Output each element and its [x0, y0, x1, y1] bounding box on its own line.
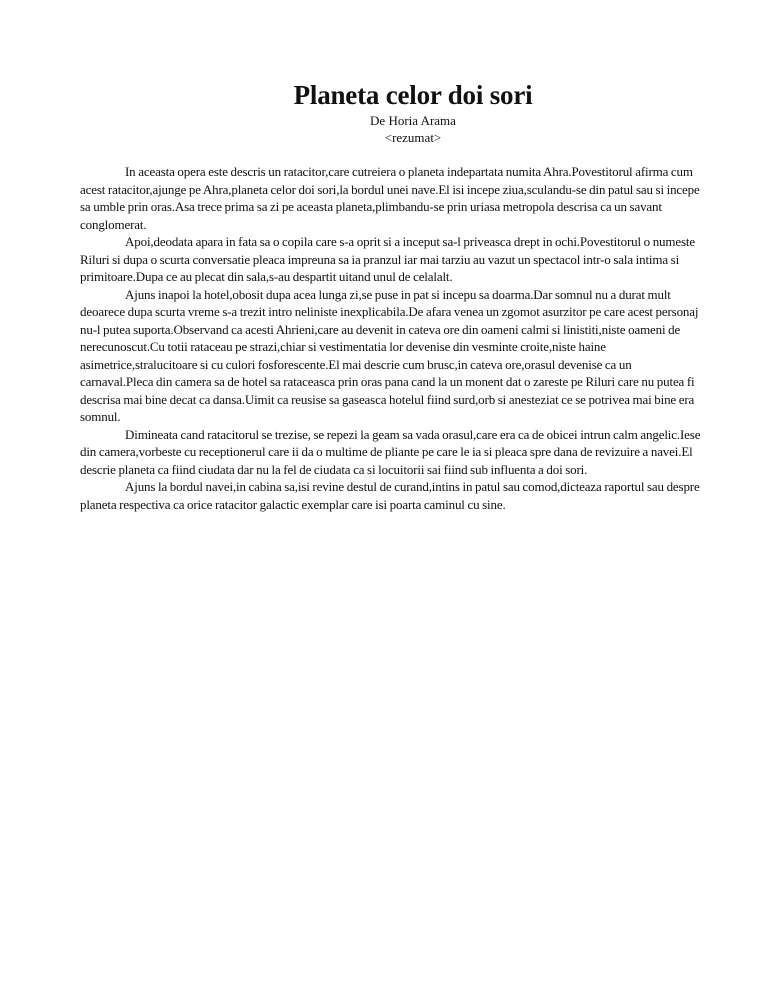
document-author: De Horia Arama [370, 113, 456, 128]
paragraph: Ajuns la bordul navei,in cabina sa,isi revine destul de curand,intins in patul sau comod,dicteaza raportul sau despre planeta respectiva ca orice ratacitor galactic exemplar care isi poarta caminul cu sine. [80, 479, 700, 512]
paragraph: Apoi,deodata apara in fata sa o copila care s-a oprit si a inceput sa-l priveasca drept in ochi.Povestitorul o numeste Riluri si dupa o scurta conversatie pleaca impreuna sa ia pranzul iar mai tarziu au vazut un spectacol intr-o sala intima si primitoare.Dupa ce au plecat din sala,s-au despartit uitand unul de celalalt. [80, 234, 695, 284]
paragraph: In aceasta opera este descris un ratacitor,care cutreiera o planeta indepartata numita Ahra.Povestitorul afirma cum acest ratacitor,ajunge pe Ahra,planeta celor doi sori,la bordul unei nave.El isi incepe ziua,sculandu-se din patul sau si incepe sa umble prin oras.Asa trece prima sa zi pe aceasta planeta,plimbandu-se prin uriasa metropola descrisa ca un savant conglomerat. [80, 164, 700, 232]
document-title: Planeta celor doi sori [293, 80, 533, 110]
document-note: <rezumat> [384, 130, 442, 145]
paragraph: Ajuns inapoi la hotel,obosit dupa acea lunga zi,se puse in pat si incepu sa doarma.Dar somnul nu a durat mult deoarece dupa scurta vreme s-a trezit intro neliniste inexplicabila.De afara venea un zgomot asurzitor pe care acest personaj nu-l putea suporta.Observand ca acesti Ahrieni,care au devenit in cateva ore din oameni calmi si linistiti,niste oameni de nerecunoscut.Cu totii rataceau pe strazi,chiar si vestimentatia lor devenise din vesminte croite,niste haine asimetrice,stralucitoare si cu culori fosforescente.El mai descrie cum brusc,in cateva ore,orasul devenise ca un carnaval.Pleca din camera sa de hotel sa rataceasca prin oras pana cand la un monent dat o zareste pe Riluri care nu putea fi descrisa mai bine decat ca dansa.Uimit ca reusise sa gaseasca hotelul fiind surd,orb si anesteziat ce se potrivea mai bine era somnul. [80, 286, 699, 424]
document-body [80, 163, 702, 513]
paragraph: Dimineata cand ratacitorul se trezise, se repezi la geam sa vada orasul,care era ca de obicei intrun calm angelic.Iese din camera,vorbeste cu receptionerul care ii da o multime de pliante pe care le ia si pleaca spre dana de revizuire a navei.El descrie planeta ca fiind ciudata dar nu la fel de ciudata ca si locuitorii sai fiind sub influenta a doi sori. [80, 426, 701, 477]
